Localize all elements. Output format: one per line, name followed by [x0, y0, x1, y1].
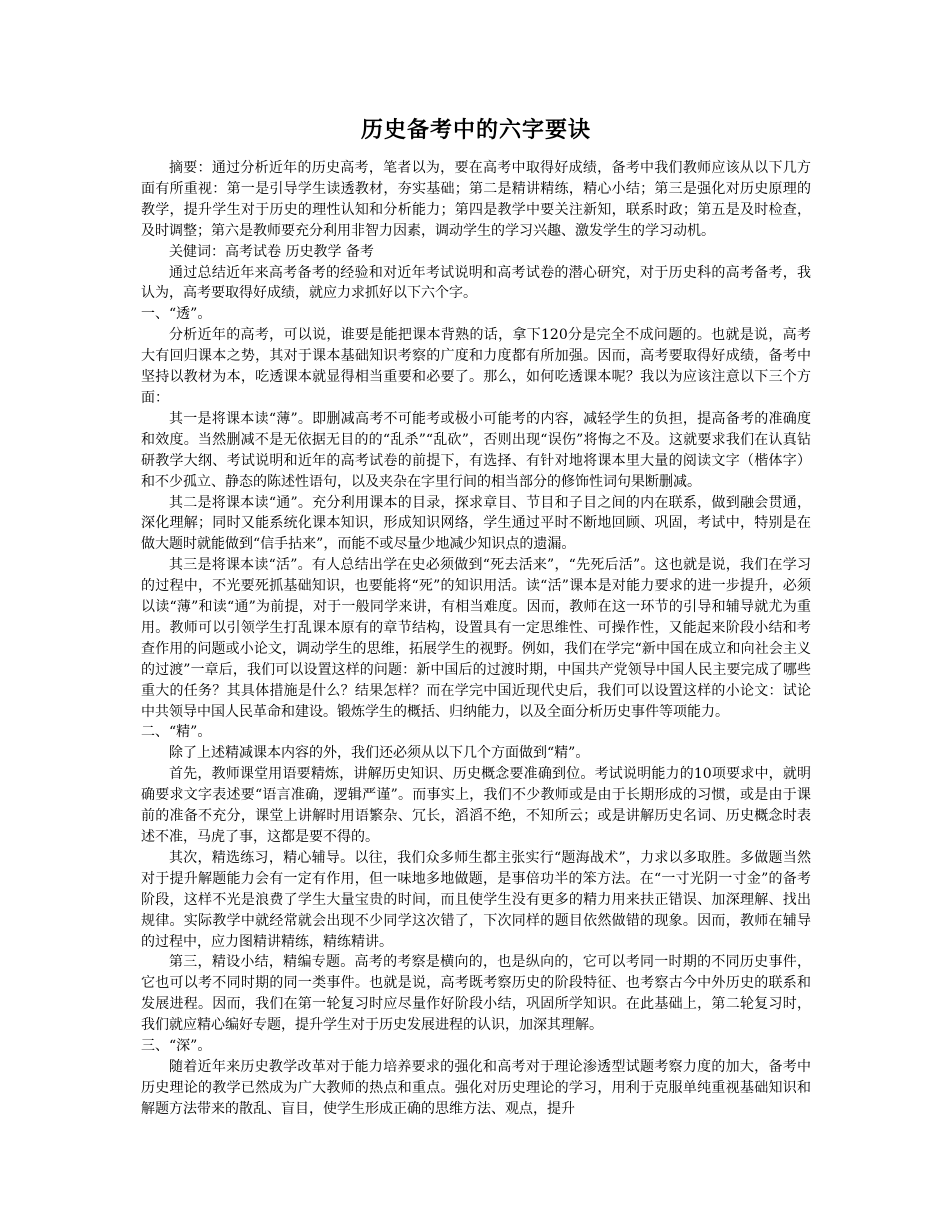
section3-paragraph-1: 随着近年来历史教学改革对于能力培养要求的强化和高考对于理论渗透型试题考察力度的加大，备考中历史理论的教学已然成为广大教师的热点和重点。强化对历史理论的学习，用利于克服单纯重视基础知识和解题方法带来的散乱、盲目，使学生形成正确的思维方法、观点，提升: [141, 1058, 811, 1117]
section2-paragraph-3: 其次，精选练习，精心辅导。以往，我们众多师生都主张实行“题海战术”，力求以多取胜。多做题当然对于提升解题能力会有一定有作用，但一味地多地做题，是事倍功半的笨方法。在“一寸光阴一寸金”的备考阶段，这样不光是浪费了学生大量宝贵的时间，而且使学生没有更多的精力用来扶正错误、加深理解、找出规律。实际教学中就经常就会出现不少同学这次错了，下次同样的题目依然做错的现象。因而，教师在辅导的过程中，应力图精讲精练，精练精讲。: [141, 849, 811, 950]
section2-paragraph-2: 首先，教师课堂用语要精炼，讲解历史知识、历史概念要准确到位。考试说明能力的10项要求中，就明确要求文字表述要“语言准确，逻辑严谨”。而事实上，我们不少教师或是由于长期形成的习惯，或是由于课前的准备不充分，课堂上讲解时用语繁杂、冗长，滔滔不绝，不知所云；或是讲解历史名词、历史概念时表述不准，马虎了事，这都是要不得的。: [141, 766, 811, 845]
section2-paragraph-4: 第三，精设小结，精编专题。高考的考察是横向的，也是纵向的，它可以考同一时期的不同历史事件，它也可以考不同时期的同一类事件。也就是说，高考既考察历史的阶段特征、也考察古今中外历史的联系和发展进程。因而，我们在第一轮复习时应尽量作好阶段小结，巩固所学知识。在此基础上，第二轮复习时，我们就应精心编好专题，提升学生对于历史发展进程的认识，加深其理解。: [141, 954, 811, 1034]
intro-paragraph: 通过总结近年来高考备考的经验和对近年考试说明和高考试卷的潜心研究，对于历史科的高考备考，我认为，高考要取得好成绩，就应力求抓好以下六个字。: [141, 264, 811, 302]
section1-paragraph-2: 其一是将课本读“薄”。即删减高考不可能考或极小可能考的内容，减轻学生的负担，提高备考的准确度和效度。当然删减不是无依据无目的的“乱杀”“乱砍”，否则出现“误伤”将悔之不及。这就要求我们在认真钻研教学大纲、考试说明和近年的高考试卷的前提下，有选择、有针对地将课本里大量的阅读文字（楷体字）和不少孤立、静态的陈述性语句，以及夹杂在字里行间的相当部分的修饰性词句果断删减。: [141, 410, 811, 490]
section-heading-1: 一、“透”。: [141, 306, 212, 323]
keywords-paragraph: 关健词：高考试卷 历史教学 备考: [169, 243, 374, 260]
section1-paragraph-1: 分析近年的高考，可以说，谁要是能把课本背熟的话，拿下120分是完全不成问题的。也就是说，高考大有回归课本之势，其对于课本基础知识考察的广度和力度都有所加强。因而，高考要取得好成绩，备考中坚持以教材为本，吃透课本就显得相当重要和必要了。那么，如何吃透课本呢？我以为应该注意以下三个方面：: [141, 327, 811, 406]
section-heading-3: 三、“深”。: [141, 1038, 212, 1055]
section2-paragraph-1: 除了上述精减课本内容的外，我们还必须从以下几个方面做到“精”。: [169, 745, 590, 762]
document-page: [141, 0, 811, 1120]
section-heading-2: 二、“精”。: [141, 724, 212, 741]
section1-paragraph-3: 其二是将课本读“通”。充分利用课本的目录，探求章目、节目和子目之间的内在联系，做到融会贯通，深化理解；同时又能系统化课本知识，形成知识网络，学生通过平时不断地回顾、巩固，考试中，特别是在做大题时就能做到“信手拈来”，而能不或尽量少地减少知识点的遗漏。: [141, 494, 811, 553]
abstract-paragraph: 摘要：通过分析近年的历史高考，笔者以为，要在高考中取得好成绩，备考中我们教师应该从以下几方面有所重视：第一是引导学生读透教材，夯实基础；第二是精讲精练，精心小结；第三是强化对历史原理的教学，提升学生对于历史的理性认知和分析能力；第四是教学中要关注新知，联系时政；第五是及时检查，及时调整；第六是教师要充分利用非智力因素，调动学生的学习兴趣、激发学生的学习动机。: [141, 160, 811, 239]
section1-paragraph-4: 其三是将课本读“活”。有人总结出学在史必须做到“死去活来”，“先死后活”。这也就是说，我们在学习的过程中，不光要死抓基础知识，也要能将“死”的知识用活。读“活”课本是对能力要求的进一步提升，必须以读“薄”和读“通”为前提，对于一般同学来讲，有相当难度。因而，教师在这一环节的引导和辅导就尤为重用。教师可以引领学生打乱课本原有的章节结构，设置具有一定思维性、可操作性，又能起来阶段小结和考查作用的问题或小论文，调动学生的思维，拓展学生的视野。例如，我们在学完“新中国在成立和向社会主义的过渡”一章后，我们可以设置这样的问题：新中国后的过渡时期，中国共产党领导中国人民主要完成了哪些重大的任务？其具体措施是什么？结果怎样？而在学完中国近现代史后，我们可以设置这样的小论文：试论中共领导中国人民革命和建设。锻炼学生的概括、归纳能力，以及全面分析历史事件等项能力。: [141, 557, 811, 720]
document-title: 历史备考中的六字要诀: [360, 117, 591, 143]
